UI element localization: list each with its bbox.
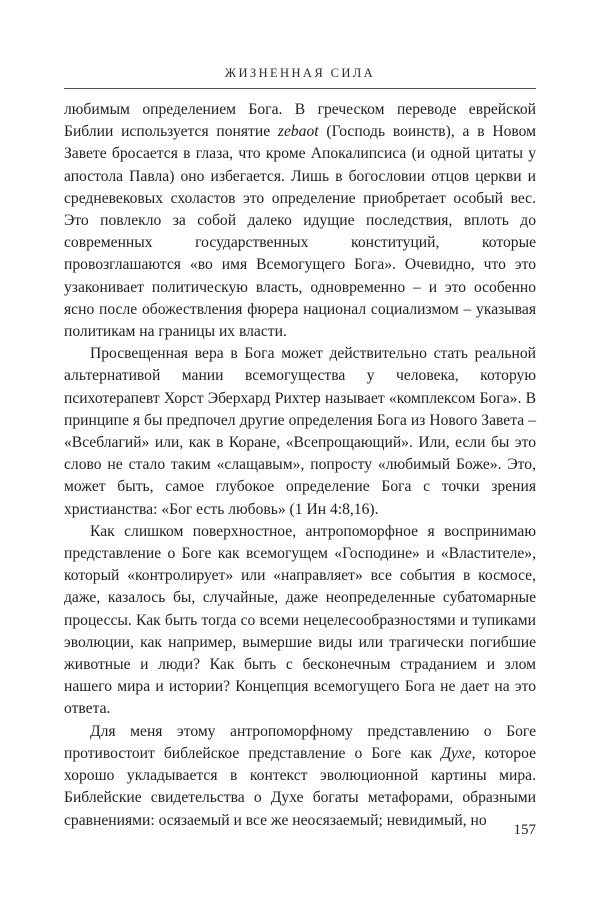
paragraph-1-text-b: (Господь воинств), а в Новом Завете бросается в глаза, что кроме Апокалипсиса (и одной цитаты у апостола Павла) оно избегается. Лишь в богословии отцов церкви и средневековых схоластов это определение приобретает особый вес. Это повлекло за собой далеко идущие последствия, вплоть до современных государственных конституций, которые провозглашаются «во имя Всемогущего Бога». Очевидно, что это узаконивает политическую власть, одновременно – и это особенно ясно после обожествления фюрера национал социализмом – указывая политикам на границы их власти. [64, 123, 536, 341]
paragraph-4 [64, 721, 536, 832]
paragraph-1-italic-zebaot: zebaot [277, 123, 319, 141]
paragraph-1 [64, 99, 536, 343]
running-head: ЖИЗНЕННАЯ СИЛА [224, 66, 376, 80]
paragraph-3 [64, 521, 536, 721]
paragraph-1-text-a: любимым определением Бога. В греческом переводе еврейской Библии используется понятие [64, 101, 536, 141]
paragraph-4-italic-dukhe: Духе [441, 744, 472, 762]
paragraph-3-text: Как слишком поверхностное, антропоморфное я воспринимаю представление о Боге как всемогущем «Господине» и «Властителе», который «контролирует» или «направляет» все события в космосе, даже, казалось бы, случайные, даже неопределенные субатомарные процессы. Как быть тогда со всеми нецелесообразностями и тупиками эволюции, как например, вымершие виды или трагически погибшие животные и люди? Как быть с бесконечным страданием и злом нашего мира и истории? Концепция всемогущего Бога не дает на это ответа. [64, 522, 536, 718]
header-rule [64, 88, 536, 89]
body-text [64, 99, 536, 832]
page-number: 157 [513, 822, 536, 838]
paragraph-4-text-a: Для меня этому антропоморфному представлению о Боге противостоит библейское представление о Боге как [64, 722, 536, 762]
paragraph-2 [64, 343, 536, 521]
paragraph-2-text: Просвещенная вера в Бога может действительно стать реальной альтернативой мании всемогущества у человека, которую психотерапевт Хорст Эберхард Рихтер называет «комплексом Бога». В принципе я бы предпочел другие определения Бога из Нового Завета – «Всеблагий» или, как в Коране, «Всепрощающий». Или, если бы это слово не стало таким «слащавым», попросту «любимый Боже». Это, может быть, самое глубокое определение Бога с точки зрения христианства: «Бог есть любовь» (1 Ин 4:8,16). [64, 345, 536, 518]
paragraph-4-text-b: , которое хорошо укладывается в контекст эволюционной картины мира. Библейские свидетельства о Духе богаты метафорами, образными сравнениями: осязаемый и все же неосязаемый; невидимый, но [64, 744, 536, 829]
